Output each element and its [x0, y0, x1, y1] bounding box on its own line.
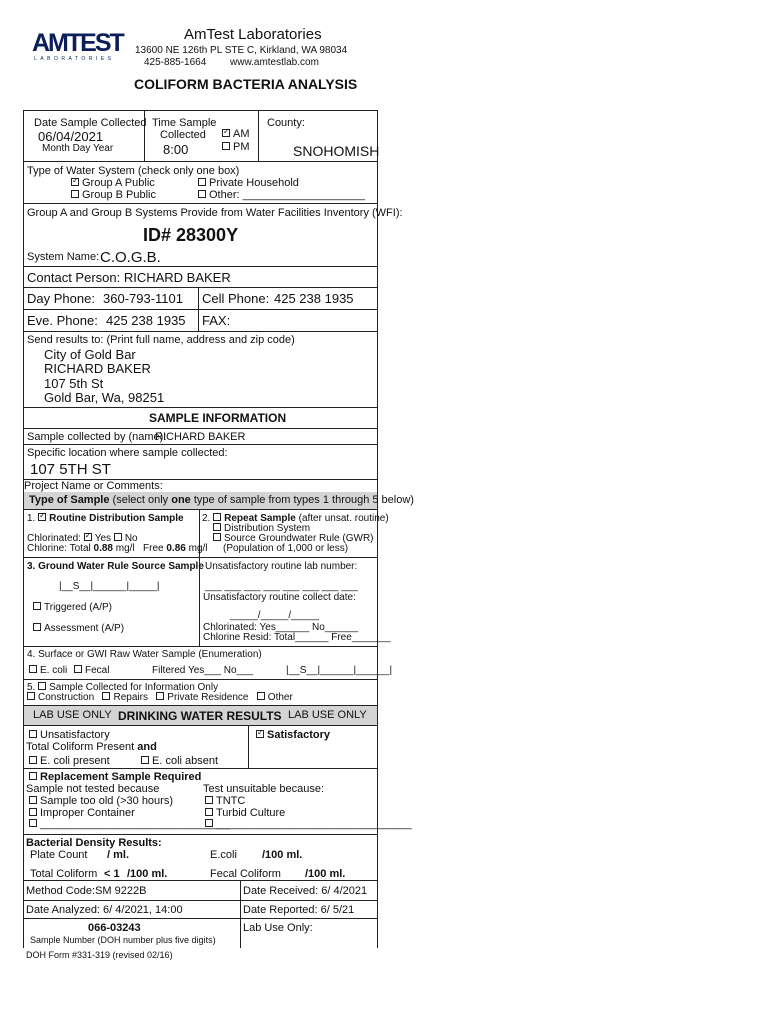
routine-sample-option: [27, 513, 184, 524]
private-residence-checkbox[interactable]: [156, 692, 164, 700]
chlorinated-yes-checkbox[interactable]: [84, 533, 92, 541]
chlorinated-yes-label: Yes: [94, 533, 112, 544]
ecoli-absent-option: [141, 755, 218, 767]
pm-label: PM: [233, 141, 250, 153]
chlorinated-no-label: No: [124, 533, 138, 544]
info-only-options: [27, 692, 293, 703]
chlorinated-no-checkbox[interactable]: [114, 533, 122, 541]
date-collected-label: Date Sample Collected: [34, 117, 147, 129]
not-tested-other-field: _______________________________: [40, 818, 230, 830]
satisfactory-label: Satisfactory: [267, 729, 330, 741]
pm-checkbox[interactable]: [222, 142, 230, 150]
total-coliform-present-row: [26, 741, 157, 753]
divider: [23, 509, 378, 510]
ecoli-checkbox[interactable]: [29, 665, 37, 673]
divider: [240, 880, 241, 948]
ecoli-present-label: E. coli present: [40, 755, 110, 767]
date-reported: Date Reported: 6/ 5/21: [243, 904, 355, 916]
cell-phone-value: 425 238 1935: [274, 291, 354, 306]
gwr-checkbox[interactable]: [213, 533, 221, 541]
surface-water-title: 4. Surface or GWI Raw Water Sample (Enumeration): [27, 649, 262, 660]
chlorinated-label: Chlorinated:: [27, 533, 81, 544]
plate-count-unit: / ml.: [107, 849, 130, 861]
repairs-checkbox[interactable]: [102, 692, 110, 700]
type-of-sample-bold: Type of Sample: [29, 494, 110, 506]
type2-number: 2.: [202, 513, 211, 524]
sample-number-label: Sample Number (DOH number plus five digits): [30, 935, 216, 945]
fecal-coliform-unit: /100 ml.: [305, 868, 346, 880]
unsuitable-label: Test unsuitable because:: [203, 783, 325, 795]
type5-number: 5.: [27, 682, 36, 693]
repeat-chlorine-resid-row: Chlorine Resid: Total______ Free_______: [203, 632, 391, 643]
date-collected-value: 06/04/2021: [38, 129, 104, 144]
ecoli-option: [29, 665, 67, 676]
divider: [23, 557, 378, 558]
not-tested-label: Sample not tested because: [26, 783, 160, 795]
collected-by-label: Sample collected by (name):: [27, 431, 167, 443]
sample-number: 066-03243: [88, 922, 141, 934]
population-note: (Population of 1,000 or less): [223, 543, 349, 554]
divider: [23, 161, 378, 162]
group-a-label: Group A Public: [82, 177, 155, 189]
private-residence-label: Private Residence: [167, 692, 249, 703]
divider: [23, 266, 378, 267]
cell-phone-label: Cell Phone:: [202, 291, 270, 306]
unit: mg/l: [188, 543, 208, 554]
date-received: Date Received: 6/ 4/2021: [243, 885, 368, 897]
density-title: Bacterial Density Results:: [26, 837, 162, 849]
am-option: [222, 128, 250, 140]
system-name-label: System Name:: [27, 251, 100, 263]
send-results-line: RICHARD BAKER: [44, 361, 151, 376]
other-label: Other: ____________________: [209, 189, 365, 201]
type-of-sample-text: (select only: [109, 494, 172, 506]
lab-use-only-label: Lab Use Only:: [243, 922, 313, 934]
divider: [23, 287, 378, 288]
distribution-checkbox[interactable]: [213, 523, 221, 531]
divider: [23, 900, 378, 901]
lab-use-only-left: LAB USE ONLY: [33, 709, 112, 721]
divider: [23, 646, 378, 647]
unsuitable-other-option: [205, 818, 412, 830]
turbid-label: Turbid Culture: [216, 807, 286, 819]
divider: [23, 444, 378, 445]
contact-person: Contact Person: RICHARD BAKER: [27, 270, 231, 285]
divider: [23, 407, 378, 408]
unsatisfactory-label: Unsatisfactory: [40, 729, 110, 741]
eve-phone-label: Eve. Phone:: [27, 313, 98, 328]
too-old-option: [29, 795, 173, 807]
day-phone-value: 360-793-1101: [103, 291, 183, 306]
county-value: SNOHOMISH: [293, 143, 380, 159]
divider: [258, 110, 259, 161]
divider: [23, 428, 378, 429]
chlorine-row: [27, 543, 208, 554]
send-results-line: Gold Bar, Wa, 98251: [44, 390, 165, 405]
pm-option: [222, 141, 250, 153]
not-tested-other-checkbox[interactable]: [29, 819, 37, 827]
triggered-checkbox[interactable]: [33, 602, 41, 610]
ecoli-label: E. coli: [40, 665, 68, 676]
amtest-logo: [32, 29, 123, 62]
unsuitable-other-checkbox[interactable]: [205, 819, 213, 827]
group-a-option: [71, 177, 155, 189]
unsatisfactory-checkbox[interactable]: [29, 730, 37, 738]
repeat-sample-checkbox[interactable]: [213, 513, 221, 521]
form-number: DOH Form #331-319 (revised 02/16): [26, 950, 173, 960]
location-label: Specific location where sample collected:: [27, 447, 228, 459]
group-a-checkbox[interactable]: [71, 178, 79, 186]
group-b-label: Group B Public: [82, 189, 156, 201]
logo-text: AMTEST: [32, 29, 123, 57]
time-label: Time Sample: [152, 117, 217, 129]
private-household-option: [198, 177, 299, 189]
total-coliform-label: Total Coliform: [30, 868, 98, 880]
filtered-field: Filtered Yes___ No___: [152, 665, 254, 676]
divider: [23, 725, 378, 726]
form-top-border: [23, 110, 378, 111]
divider: [199, 509, 200, 646]
info-only-label: Sample Collected for Information Only: [49, 682, 219, 693]
form-left-border: [23, 110, 24, 948]
improper-container-label: Improper Container: [40, 807, 135, 819]
divider: [23, 331, 378, 332]
divider: [23, 918, 378, 919]
divider: [23, 679, 378, 680]
group-b-option: [71, 189, 156, 201]
drinking-water-results-title: DRINKING WATER RESULTS: [118, 709, 282, 723]
wfi-label: Group A and Group B Systems Provide from Water Facilities Inventory (WFI):: [27, 207, 403, 219]
total-coliform-value: < 1: [104, 868, 120, 880]
lab-address: 13600 NE 126th PL STE C, Kirkland, WA 98034: [135, 45, 348, 56]
divider: [248, 725, 249, 768]
divider: [23, 834, 378, 835]
repairs-label: Repairs: [113, 692, 148, 703]
divider: [23, 880, 378, 881]
date-format-label: Month Day Year: [42, 143, 114, 154]
type-of-sample-text: type of sample from types 1 through 5 below): [190, 494, 414, 506]
project-label: Project Name or Comments:: [24, 480, 163, 492]
day-phone-label: Day Phone:: [27, 291, 95, 306]
private-household-label: Private Household: [209, 177, 299, 189]
method-code: Method Code:SM 9222B: [26, 885, 147, 897]
construction-label: Construction: [38, 692, 95, 703]
time-label-2: Collected: [160, 129, 206, 141]
ecoli-result-label: E.coli: [210, 849, 237, 861]
info-only-checkbox[interactable]: [38, 682, 46, 690]
fax-label: FAX:: [202, 313, 231, 328]
satisfactory-checkbox[interactable]: [256, 730, 264, 738]
type-of-sample-label: [29, 494, 414, 506]
tntc-option: [205, 795, 245, 807]
send-results-line: 107 5th St: [44, 376, 104, 391]
other-option: [198, 189, 365, 201]
unsat-lab-number-field: ___ ___ ___ ___ ___ ___ ___ ___: [205, 581, 358, 592]
replacement-option: [29, 771, 201, 783]
county-label: County:: [267, 117, 305, 129]
surface-id-field: |__S__|______|______|: [286, 665, 393, 676]
ecoli-present-option: [29, 755, 110, 767]
chlorine-total-label: Chlorine: Total: [27, 543, 91, 554]
chlorine-total-value: 0.88: [93, 543, 113, 554]
send-results-label: Send results to: (Print full name, address and zip code): [27, 334, 295, 346]
location-value: 107 5TH ST: [30, 461, 111, 478]
eve-phone-value: 425 238 1935: [106, 313, 186, 328]
total-coliform-unit: /100 ml.: [127, 868, 168, 880]
too-old-checkbox[interactable]: [29, 796, 37, 804]
too-old-label: Sample too old (>30 hours): [40, 795, 173, 807]
and-label: and: [137, 741, 157, 753]
system-name-value: C.O.G.B.: [100, 249, 161, 266]
routine-sample-label: Routine Distribution Sample: [49, 513, 184, 524]
replacement-checkbox[interactable]: [29, 772, 37, 780]
improper-container-checkbox[interactable]: [29, 808, 37, 816]
assessment-label: Assessment (A/P): [44, 623, 125, 634]
water-system-label: Type of Water System (check only one box): [27, 165, 240, 177]
system-id: ID# 28300Y: [143, 225, 239, 245]
lab-phone: 425-885-1664: [144, 57, 207, 68]
logo-subtext: LABORATORIES: [34, 56, 115, 62]
collected-by-value: RICHARD BAKER: [155, 431, 246, 443]
total-coliform-present-label: Total Coliform Present: [26, 741, 135, 753]
other-info-label: Other: [267, 692, 293, 703]
time-value: 8:00: [163, 142, 189, 157]
unsat-collect-date-label: Unsatisfactory routine collect date:: [203, 592, 356, 603]
gwr-label: Source Groundwater Rule (GWR): [224, 533, 374, 544]
tntc-checkbox[interactable]: [205, 796, 213, 804]
distribution-label: Distribution System: [224, 523, 311, 534]
not-tested-other-option: [29, 818, 230, 830]
sample-info-title: SAMPLE INFORMATION: [149, 411, 287, 425]
form-title: COLIFORM BACTERIA ANALYSIS: [134, 76, 358, 92]
lab-website: www.amtestlab.com: [230, 57, 319, 68]
gwr-source-id-field: |__S__|______|_____|: [59, 581, 160, 592]
repeat-sample-label: Repeat Sample: [224, 513, 296, 524]
assessment-option: [33, 623, 124, 634]
divider: [23, 768, 378, 769]
am-checkbox[interactable]: [222, 129, 230, 137]
chlorine-free-label: Free: [143, 543, 164, 554]
unsatisfactory-option: [29, 729, 110, 741]
plate-count-label: Plate Count: [30, 849, 88, 861]
assessment-checkbox[interactable]: [33, 623, 41, 631]
lab-name: AmTest Laboratories: [184, 26, 322, 43]
group-b-checkbox[interactable]: [71, 190, 79, 198]
tntc-label: TNTC: [216, 795, 246, 807]
fecal-option: [74, 665, 109, 676]
other-checkbox[interactable]: [198, 190, 206, 198]
turbid-checkbox[interactable]: [205, 808, 213, 816]
ecoli-result-unit: /100 ml.: [262, 849, 303, 861]
ecoli-absent-label: E. coli absent: [152, 755, 219, 767]
unsat-lab-number-label: Unsatisfactory routine lab number:: [205, 561, 358, 572]
repeat-sample-note: (after unsat. routine): [298, 513, 389, 524]
unsuitable-other-field: ________________________________: [216, 818, 412, 830]
triggered-option: [33, 602, 112, 613]
triggered-label: Triggered (A/P): [44, 602, 112, 613]
routine-sample-checkbox[interactable]: [38, 513, 46, 521]
repeat-chlorinated-row: Chlorinated: Yes______ No______: [203, 622, 359, 633]
fecal-coliform-label: Fecal Coliform: [210, 868, 281, 880]
send-results-line: City of Gold Bar: [44, 347, 136, 362]
type1-number: 1.: [27, 513, 36, 524]
replacement-label: Replacement Sample Required: [40, 771, 202, 783]
other-info-checkbox[interactable]: [257, 692, 265, 700]
divider: [23, 309, 378, 310]
date-analyzed: Date Analyzed: 6/ 4/2021, 14:00: [26, 904, 183, 916]
divider: [23, 203, 378, 204]
ecoli-present-checkbox[interactable]: [29, 756, 37, 764]
unit: mg/l: [115, 543, 135, 554]
fecal-checkbox[interactable]: [74, 665, 82, 673]
am-label: AM: [233, 128, 250, 140]
private-household-checkbox[interactable]: [198, 178, 206, 186]
satisfactory-option: [256, 729, 330, 741]
chlorine-free-value: 0.86: [166, 543, 186, 554]
unsat-collect-date-field: _____/_____/_____: [230, 610, 319, 621]
construction-checkbox[interactable]: [27, 692, 35, 700]
ecoli-absent-checkbox[interactable]: [141, 756, 149, 764]
lab-use-only-right: LAB USE ONLY: [288, 709, 367, 721]
fecal-label: Fecal: [85, 665, 110, 676]
gwr-source-title: 3. Ground Water Rule Source Sample: [27, 561, 204, 572]
type-of-sample-one: one: [171, 494, 191, 506]
